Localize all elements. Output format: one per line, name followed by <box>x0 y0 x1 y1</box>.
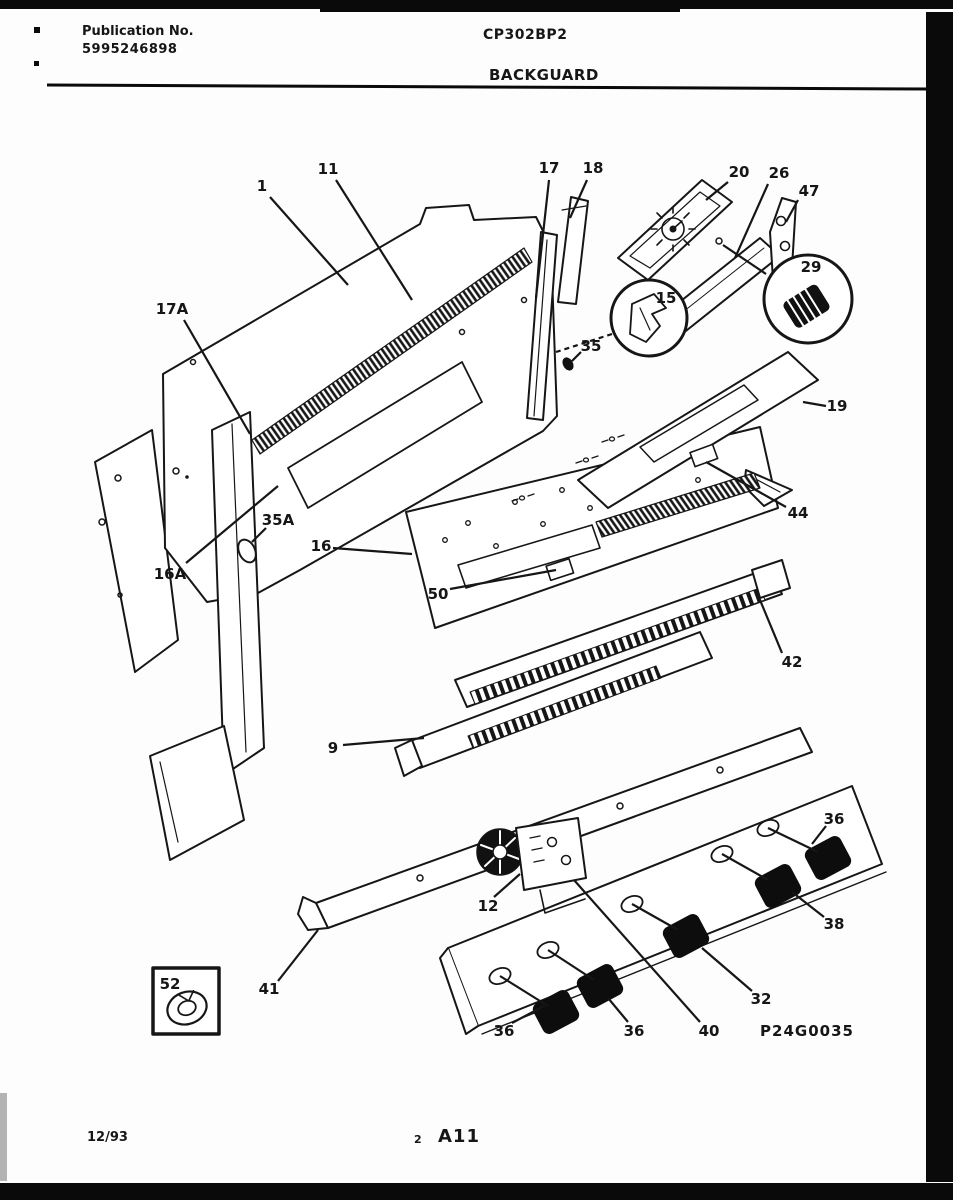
callout-label-40: 40 <box>698 1022 720 1040</box>
callout-label-19: 19 <box>826 397 848 415</box>
publication-label: Publication No. <box>82 24 194 39</box>
callout-label-35: 35 <box>580 337 602 355</box>
callout-label-47: 47 <box>798 182 820 200</box>
callout-label-17: 17 <box>538 159 560 177</box>
callout-label-26: 26 <box>768 164 790 182</box>
diagram-id-code: P24G0035 <box>760 1022 854 1040</box>
callout-label-52: 52 <box>159 975 181 993</box>
clock-dial-icon <box>651 207 695 251</box>
leader-line-1 <box>270 197 348 285</box>
publication-number: 5995246898 <box>82 42 178 57</box>
callout-label-35A: 35A <box>261 511 295 529</box>
leader-line-16 <box>333 548 412 554</box>
callout-label-11: 11 <box>317 160 339 178</box>
callout-label-1: 1 <box>256 177 268 195</box>
callout-label-36: 36 <box>623 1022 645 1040</box>
callout-label-9: 9 <box>327 739 339 757</box>
part-knob-panel <box>440 786 886 1034</box>
callout-label-20: 20 <box>728 163 750 181</box>
leader-line-42 <box>760 600 782 653</box>
callout-label-32: 32 <box>750 990 772 1008</box>
footer-page-number: A11 <box>438 1126 480 1147</box>
leader-line-19 <box>803 402 826 406</box>
leader-line-36 <box>608 998 628 1022</box>
callout-label-12: 12 <box>477 897 499 915</box>
callout-label-29: 29 <box>800 258 822 276</box>
callout-label-44: 44 <box>787 504 809 522</box>
callout-label-36: 36 <box>823 810 845 828</box>
callout-label-18: 18 <box>582 159 604 177</box>
header-rule <box>47 85 930 89</box>
callout-label-15: 15 <box>655 289 677 307</box>
footer-date: 12/93 <box>87 1130 128 1145</box>
leader-line-41 <box>278 930 318 981</box>
screw-29 <box>716 238 722 244</box>
callout-label-17A: 17A <box>155 300 189 318</box>
callout-label-38: 38 <box>823 915 845 933</box>
model-number: CP302BP2 <box>483 27 568 43</box>
callout-label-16A: 16A <box>153 565 187 583</box>
footer-page-prefix: 2 <box>414 1133 422 1146</box>
callout-label-50: 50 <box>427 585 449 603</box>
leader-line-32 <box>702 948 752 991</box>
leader-line-12 <box>494 874 520 897</box>
callout-label-16: 16 <box>310 537 332 555</box>
section-title: BACKGUARD <box>489 66 599 84</box>
callout-label-42: 42 <box>781 653 803 671</box>
part-clock-assembly <box>618 180 732 280</box>
leader-line-38 <box>792 892 824 917</box>
callout-label-36: 36 <box>493 1022 515 1040</box>
callout-label-41: 41 <box>258 980 280 998</box>
